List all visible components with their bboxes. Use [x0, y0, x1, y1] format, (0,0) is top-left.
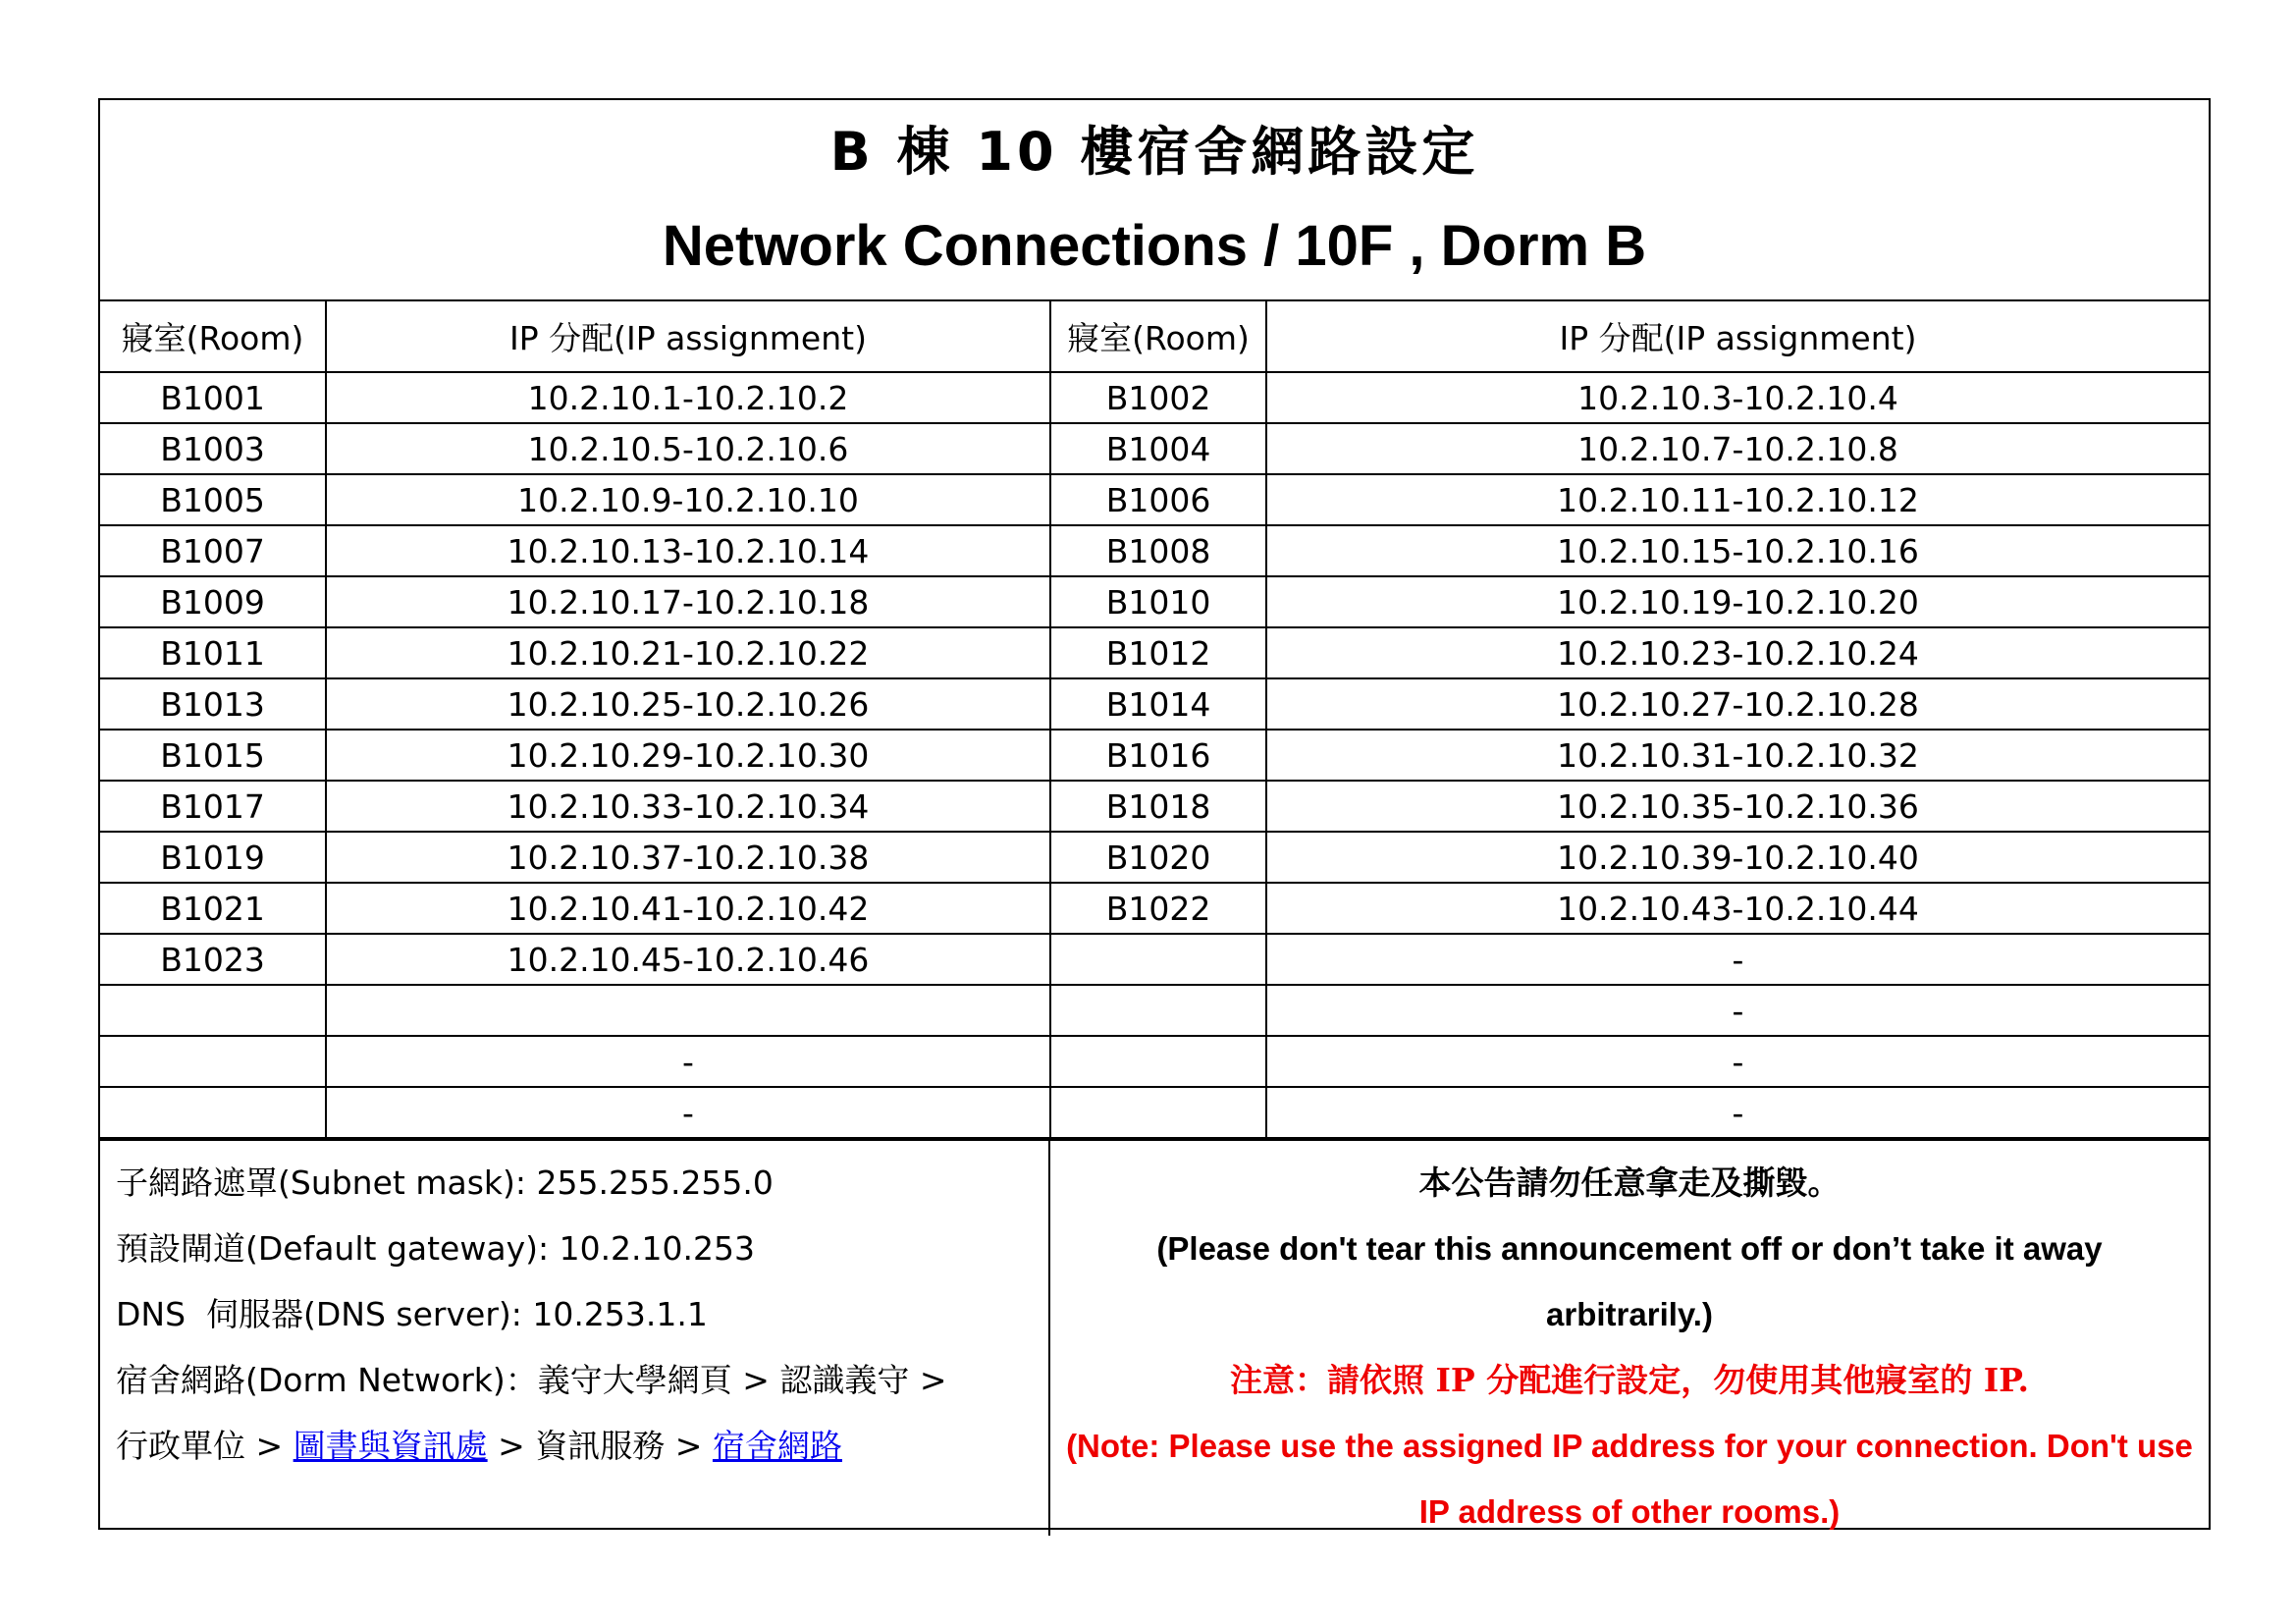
ip-cell: 10.2.10.19-10.2.10.20	[1266, 576, 2209, 627]
room-cell: B1016	[1050, 730, 1266, 781]
room-cell: B1013	[100, 678, 326, 730]
room-cell: B1014	[1050, 678, 1266, 730]
ip-cell	[326, 985, 1050, 1036]
room-cell	[1050, 985, 1266, 1036]
table-row	[100, 372, 2209, 423]
notice	[1050, 1141, 2209, 1536]
title-block	[100, 100, 2209, 301]
room-cell: B1022	[1050, 883, 1266, 934]
room-cell	[100, 1036, 326, 1087]
library-info-link[interactable]: 圖書與資訊處	[293, 1427, 488, 1465]
table-row	[100, 525, 2209, 576]
room-cell	[1050, 934, 1266, 985]
nav-separator: >	[674, 1427, 703, 1465]
announcement-sheet	[98, 98, 2211, 1530]
ip-cell: 10.2.10.9-10.2.10.10	[326, 474, 1050, 525]
notice-english-1: (Please don't tear this announcement off or don’t take it away	[1156, 1230, 2103, 1267]
ip-cell: 10.2.10.39-10.2.10.40	[1266, 832, 2209, 883]
room-cell: B1005	[100, 474, 326, 525]
table-row	[100, 423, 2209, 474]
ip-cell: 10.2.10.35-10.2.10.36	[1266, 781, 2209, 832]
ip-cell: 10.2.10.33-10.2.10.34	[326, 781, 1050, 832]
dorm-network-path-cont	[116, 1422, 1048, 1488]
ip-cell: 10.2.10.11-10.2.10.12	[1266, 474, 2209, 525]
table-row	[100, 627, 2209, 678]
ip-cell: 10.2.10.1-10.2.10.2	[326, 372, 1050, 423]
table-body	[100, 372, 2209, 1138]
default-gateway: 預設閘道(Default gateway): 10.2.10.253	[116, 1229, 756, 1268]
ip-cell: -	[1266, 985, 2209, 1036]
header-ip: IP 分配(IP assignment)	[326, 301, 1050, 372]
ip-assignment-table	[100, 301, 2209, 1139]
ip-cell: 10.2.10.27-10.2.10.28	[1266, 678, 2209, 730]
ip-cell: -	[1266, 1036, 2209, 1087]
header-room: 寢室(Room)	[100, 301, 326, 372]
title-english: Network Connections / 10F , Dorm B	[662, 214, 1647, 278]
table-row	[100, 474, 2209, 525]
room-cell: B1018	[1050, 781, 1266, 832]
ip-cell: -	[1266, 1087, 2209, 1138]
footer	[100, 1139, 2209, 1536]
room-cell	[100, 985, 326, 1036]
header-ip: IP 分配(IP assignment)	[1266, 301, 2209, 372]
nav-admin-units: 行政單位 >	[116, 1427, 284, 1465]
room-cell: B1012	[1050, 627, 1266, 678]
notice-chinese: 本公告請勿任意拿走及撕毀。	[1418, 1164, 1841, 1202]
room-cell: B1008	[1050, 525, 1266, 576]
network-settings	[100, 1141, 1050, 1536]
ip-cell: 10.2.10.25-10.2.10.26	[326, 678, 1050, 730]
room-cell: B1017	[100, 781, 326, 832]
room-cell: B1019	[100, 832, 326, 883]
room-cell: B1023	[100, 934, 326, 985]
ip-cell: 10.2.10.13-10.2.10.14	[326, 525, 1050, 576]
ip-cell: 10.2.10.29-10.2.10.30	[326, 730, 1050, 781]
ip-cell: 10.2.10.37-10.2.10.38	[326, 832, 1050, 883]
warning-english-1: (Note: Please use the assigned IP address for your connection. Don't use	[1066, 1428, 2193, 1464]
ip-cell: 10.2.10.17-10.2.10.18	[326, 576, 1050, 627]
room-cell	[1050, 1087, 1266, 1138]
warning-english-2: IP address of other rooms.)	[1418, 1493, 1841, 1530]
room-cell: B1021	[100, 883, 326, 934]
table-row	[100, 985, 2209, 1036]
room-cell	[100, 1087, 326, 1138]
room-cell: B1001	[100, 372, 326, 423]
table-header-row	[100, 301, 2209, 372]
ip-cell: -	[326, 1036, 1050, 1087]
room-cell: B1010	[1050, 576, 1266, 627]
room-cell: B1009	[100, 576, 326, 627]
notice-english-2: arbitrarily.)	[1546, 1296, 1713, 1332]
table-row	[100, 730, 2209, 781]
ip-cell: 10.2.10.43-10.2.10.44	[1266, 883, 2209, 934]
nav-separator: >	[498, 1427, 525, 1465]
room-cell	[1050, 1036, 1266, 1087]
ip-cell: 10.2.10.3-10.2.10.4	[1266, 372, 2209, 423]
table-row	[100, 781, 2209, 832]
table-row	[100, 1087, 2209, 1138]
table-row	[100, 883, 2209, 934]
header-room: 寢室(Room)	[1050, 301, 1266, 372]
ip-cell: 10.2.10.5-10.2.10.6	[326, 423, 1050, 474]
ip-cell: -	[1266, 934, 2209, 985]
table-row	[100, 678, 2209, 730]
dns-server: DNS 伺服器(DNS server): 10.253.1.1	[116, 1295, 708, 1333]
table-row	[100, 832, 2209, 883]
room-cell: B1003	[100, 423, 326, 474]
ip-cell: 10.2.10.45-10.2.10.46	[326, 934, 1050, 985]
ip-cell: 10.2.10.31-10.2.10.32	[1266, 730, 2209, 781]
room-cell: B1015	[100, 730, 326, 781]
table-row	[100, 576, 2209, 627]
subnet-mask: 子網路遮罩(Subnet mask): 255.255.255.0	[116, 1164, 774, 1202]
room-cell: B1020	[1050, 832, 1266, 883]
table-row	[100, 934, 2209, 985]
room-cell: B1007	[100, 525, 326, 576]
nav-info-services: 資訊服務	[535, 1427, 666, 1465]
dorm-network-link[interactable]: 宿舍網路	[712, 1427, 842, 1465]
dorm-network-path: 宿舍網路(Dorm Network)：義守大學網頁 > 認識義守 >	[116, 1361, 947, 1399]
room-cell: B1004	[1050, 423, 1266, 474]
ip-cell: 10.2.10.41-10.2.10.42	[326, 883, 1050, 934]
ip-cell: 10.2.10.7-10.2.10.8	[1266, 423, 2209, 474]
room-cell: B1011	[100, 627, 326, 678]
ip-cell: 10.2.10.23-10.2.10.24	[1266, 627, 2209, 678]
room-cell: B1006	[1050, 474, 1266, 525]
table-row	[100, 1036, 2209, 1087]
room-cell: B1002	[1050, 372, 1266, 423]
warning-chinese: 注意：請依照 IP 分配進行設定，勿使用其他寢室的 IP.	[1230, 1361, 2029, 1399]
ip-cell: 10.2.10.15-10.2.10.16	[1266, 525, 2209, 576]
ip-cell: 10.2.10.21-10.2.10.22	[326, 627, 1050, 678]
ip-cell: -	[326, 1087, 1050, 1138]
title-chinese: B 棟 10 樓宿舍網路設定	[829, 121, 1479, 183]
